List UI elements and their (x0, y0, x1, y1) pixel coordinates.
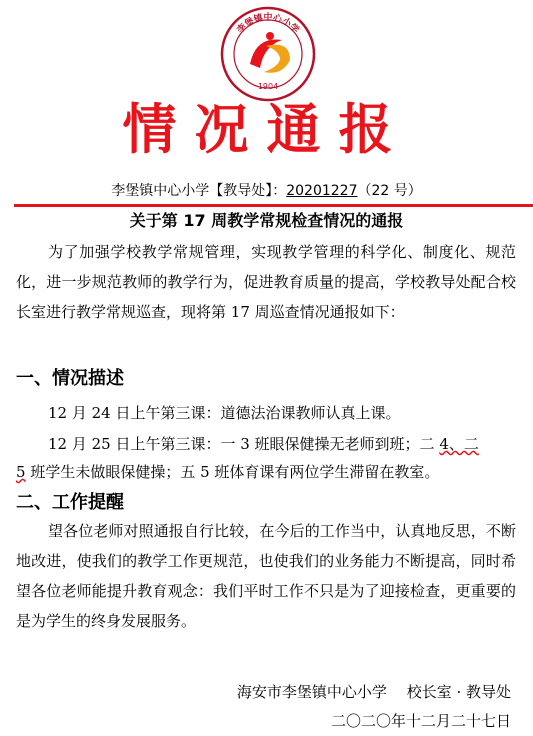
item2-marked-a: 4、二 (439, 435, 479, 453)
signature-org: 海安市李堡镇中心小学 校长室 · 教导处 (236, 683, 511, 701)
seal-year: 1904 (257, 82, 279, 91)
school-seal-icon (220, 6, 316, 102)
section2-heading: 二、工作提醒 (16, 492, 124, 513)
item2-marked-b: 5 (16, 463, 26, 481)
document-number (0, 181, 533, 201)
item2-text-b: 班学生未做眼保健操；五 5 班体育课有两位学生滞留在教室。 (25, 463, 440, 481)
notice-subject: 关于第 17 周教学常规检查情况的通报 (129, 211, 404, 230)
intro-paragraph: 为了加强学校教学常规管理，实现教学管理的科学化、制度化、规范化，进一步规范教师的教学行为，促进教育质量的提高，学校教导处配合校长室进行教学常规巡查，现将第 17 周巡查情况通报如下： (16, 243, 516, 321)
section1-item2-line2 (16, 460, 439, 484)
doc-number: 20201227 (286, 183, 358, 199)
red-divider (14, 204, 533, 207)
doc-number-prefix: 李堡镇中心小学【教导处】： (111, 183, 287, 199)
signature-date: 二〇二〇年十二月二十七日 (330, 712, 511, 730)
page-title: 情况通报 (122, 97, 411, 161)
section1-heading: 一、情况描述 (16, 368, 124, 389)
item2-text-a: 12 月 25 日上午第三课：一 3 班眼保健操无老师到班；二 (48, 435, 440, 453)
seal-arc-text: 李堡镇中心小学 (235, 13, 301, 36)
section1-item2-line1 (48, 432, 479, 456)
doc-number-suffix: （22 号） (357, 183, 422, 199)
section2-paragraph: 望各位老师对照通报自行比较，在今后的工作当中，认真地反思，不断地改进，使我们的教学工作更规范，也使我们的业务能力不断提高，同时希望各位老师能提升教育观念：我们平时工作不只是为了迎接检查，更重要的是为学生的终身发展服务。 (16, 522, 516, 630)
section1-item1: 12 月 24 日上午第三课：道德法治课教师认真上课。 (48, 404, 401, 422)
